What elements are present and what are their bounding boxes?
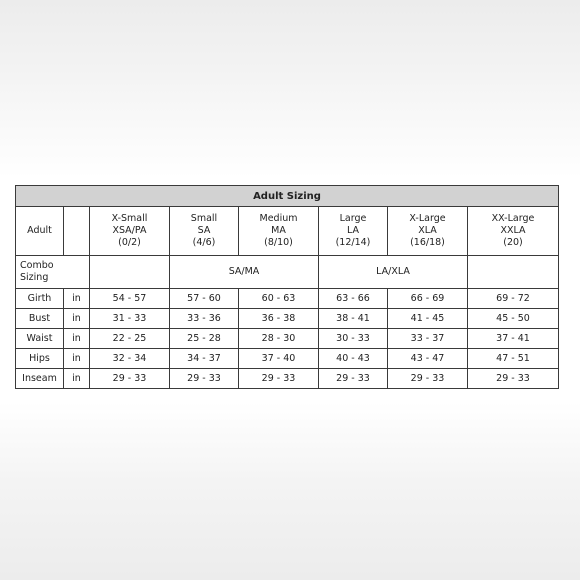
row-label: Girth <box>16 289 64 309</box>
adult-sizing-table <box>15 185 559 389</box>
table-cell: 54 - 57 <box>90 289 170 309</box>
row-unit: in <box>64 329 90 349</box>
table-cell: 38 - 41 <box>319 309 388 329</box>
table-cell: 66 - 69 <box>388 289 468 309</box>
combo-group-la-xla: LA/XLA <box>319 256 468 289</box>
table-cell: 30 - 33 <box>319 329 388 349</box>
table-row-inseam <box>16 369 559 389</box>
table-cell: 28 - 30 <box>239 329 319 349</box>
size-header-xxlarge <box>468 207 559 256</box>
table-row-bust <box>16 309 559 329</box>
table-cell: 29 - 33 <box>319 369 388 389</box>
size-header-small <box>170 207 239 256</box>
row-label: Hips <box>16 349 64 369</box>
table-cell: 29 - 33 <box>170 369 239 389</box>
table-cell: 29 - 33 <box>239 369 319 389</box>
table-cell: 57 - 60 <box>170 289 239 309</box>
size-name: Small <box>190 213 218 224</box>
table-cell: 25 - 28 <box>170 329 239 349</box>
combo-empty-cell <box>90 256 170 289</box>
top-background <box>0 0 580 178</box>
table-cell: 43 - 47 <box>388 349 468 369</box>
size-header-xsmall <box>90 207 170 256</box>
size-numeric: (8/10) <box>264 237 293 248</box>
table-cell: 47 - 51 <box>468 349 559 369</box>
size-chart <box>15 185 558 389</box>
row-label: Inseam <box>16 369 64 389</box>
size-header-row <box>16 207 559 256</box>
unit-header-cell <box>64 207 90 256</box>
size-code: XSA/PA <box>112 225 147 236</box>
table-cell: 31 - 33 <box>90 309 170 329</box>
size-code: XLA <box>418 225 437 236</box>
size-name: Medium <box>259 213 298 224</box>
size-code: MA <box>271 225 286 236</box>
table-cell: 63 - 66 <box>319 289 388 309</box>
combo-sizing-label <box>16 256 90 289</box>
table-cell: 45 - 50 <box>468 309 559 329</box>
combo-sizing-row <box>16 256 559 289</box>
table-cell: 69 - 72 <box>468 289 559 309</box>
row-label: Waist <box>16 329 64 349</box>
size-header-medium <box>239 207 319 256</box>
size-name: X-Small <box>111 213 148 224</box>
table-row-hips <box>16 349 559 369</box>
size-code: SA <box>197 225 211 236</box>
size-numeric: (16/18) <box>410 237 445 248</box>
table-row-girth <box>16 289 559 309</box>
row-unit: in <box>64 349 90 369</box>
table-cell: 32 - 34 <box>90 349 170 369</box>
row-unit: in <box>64 309 90 329</box>
table-cell: 36 - 38 <box>239 309 319 329</box>
table-cell: 60 - 63 <box>239 289 319 309</box>
table-cell: 29 - 33 <box>388 369 468 389</box>
size-numeric: (4/6) <box>192 237 216 248</box>
size-numeric: (0/2) <box>118 237 141 248</box>
table-row-waist <box>16 329 559 349</box>
table-cell: 40 - 43 <box>319 349 388 369</box>
size-numeric: (12/14) <box>335 237 371 248</box>
size-header-xlarge <box>388 207 468 256</box>
corner-label: Adult <box>16 207 64 256</box>
table-cell: 29 - 33 <box>90 369 170 389</box>
table-cell: 41 - 45 <box>388 309 468 329</box>
table-cell: 29 - 33 <box>468 369 559 389</box>
size-code: LA <box>346 225 359 236</box>
size-name: XX-Large <box>491 213 535 224</box>
combo-label-line2: Sizing <box>20 272 49 283</box>
row-label: Bust <box>16 309 64 329</box>
combo-group-sa-ma: SA/MA <box>170 256 319 289</box>
title-row <box>16 186 559 207</box>
size-name: Large <box>339 213 367 224</box>
table-cell: 37 - 40 <box>239 349 319 369</box>
size-name: X-Large <box>409 213 446 224</box>
table-cell: 22 - 25 <box>90 329 170 349</box>
table-cell: 37 - 41 <box>468 329 559 349</box>
size-numeric: (20) <box>503 237 523 248</box>
row-unit: in <box>64 369 90 389</box>
combo-empty-cell <box>468 256 559 289</box>
table-title: Adult Sizing <box>16 186 559 207</box>
table-cell: 33 - 36 <box>170 309 239 329</box>
combo-label-line1: Combo <box>20 260 54 271</box>
row-unit: in <box>64 289 90 309</box>
size-header-large <box>319 207 388 256</box>
table-cell: 34 - 37 <box>170 349 239 369</box>
size-code: XXLA <box>500 225 526 236</box>
table-cell: 33 - 37 <box>388 329 468 349</box>
bottom-background <box>0 402 580 580</box>
